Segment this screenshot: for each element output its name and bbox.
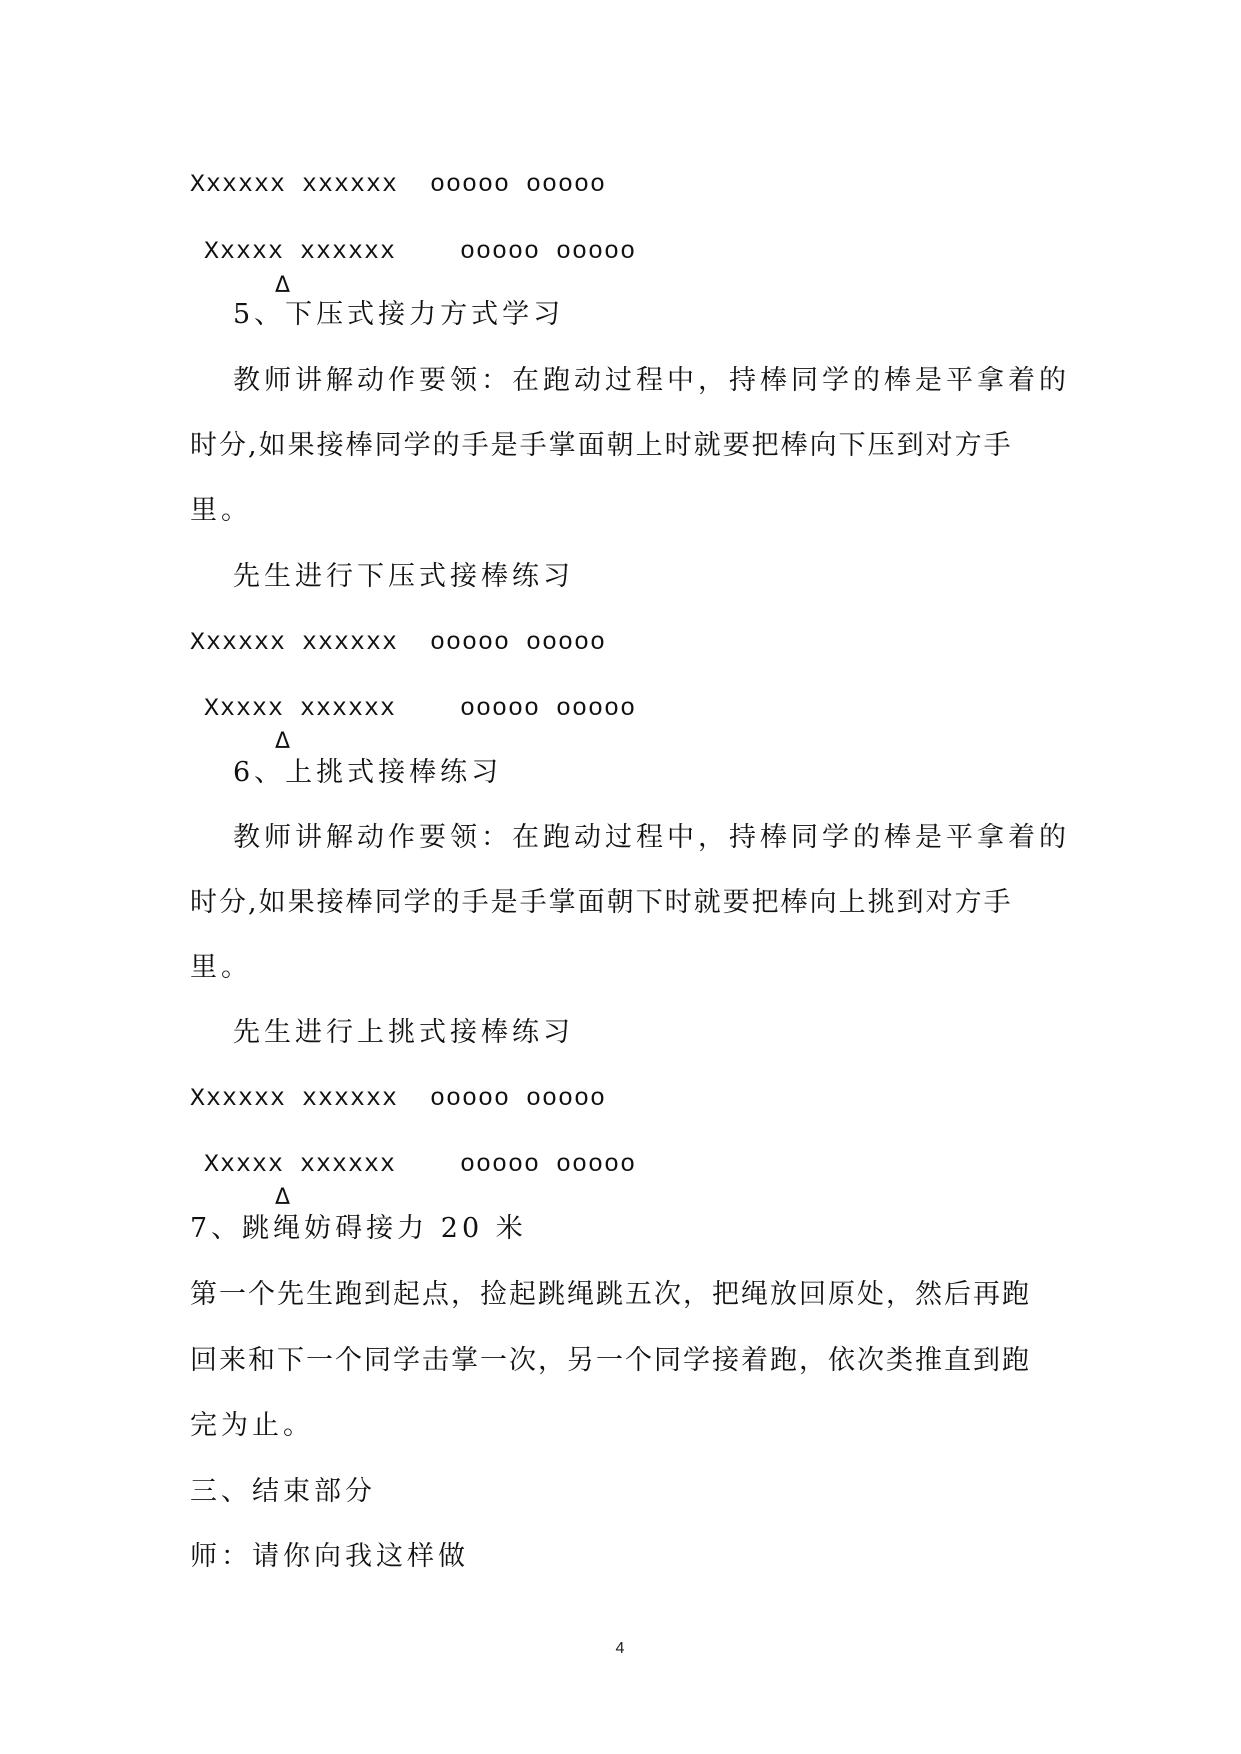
formation-row: Xxxxxx xxxxxx ooooo ooooo	[190, 628, 607, 657]
paragraph-line: 教师讲解动作要领：在跑动过程中，持棒同学的棒是平拿着的	[233, 822, 1070, 853]
paragraph-line: 里。	[190, 495, 252, 526]
formation-row: Xxxxxx xxxxxx ooooo ooooo	[190, 1084, 607, 1113]
formation-row: Xxxxx xxxxxx ooooo ooooo	[204, 1150, 637, 1179]
triangle-marker-icon: Δ	[275, 729, 291, 754]
paragraph-line: 里。	[190, 952, 252, 983]
section-heading-5: 5、下压式接力方式学习	[233, 299, 565, 330]
section-heading-3: 三、结束部分	[190, 1476, 376, 1507]
page-number: 4	[615, 1640, 625, 1657]
paragraph-line: 第一个先生跑到起点，捡起跳绳跳五次，把绳放回原处，然后再跑	[190, 1279, 1031, 1310]
paragraph-line: 教师讲解动作要领：在跑动过程中，持棒同学的棒是平拿着的	[233, 365, 1070, 396]
section-heading-7: 7、跳绳妨碍接力 20 米	[190, 1213, 527, 1244]
paragraph-line: 时分,如果接棒同学的手是手掌面朝下时就要把棒向上挑到对方手	[190, 887, 1013, 918]
paragraph-line: 时分,如果接棒同学的手是手掌面朝上时就要把棒向下压到对方手	[190, 430, 1013, 461]
formation-row: Xxxxxx xxxxxx ooooo ooooo	[190, 170, 607, 199]
triangle-marker-icon: Δ	[275, 1185, 291, 1210]
section-heading-6: 6、上挑式接棒练习	[233, 757, 503, 788]
exercise-line: 先生进行上挑式接棒练习	[233, 1017, 574, 1048]
formation-row: Xxxxx xxxxxx ooooo ooooo	[204, 237, 637, 266]
paragraph-line: 完为止。	[190, 1410, 314, 1441]
formation-row: Xxxxx xxxxxx ooooo ooooo	[204, 694, 637, 723]
teacher-line: 师：请你向我这样做	[190, 1541, 469, 1572]
paragraph-line: 回来和下一个同学击掌一次，另一个同学接着跑，依次类推直到跑	[190, 1345, 1031, 1376]
triangle-marker-icon: Δ	[275, 273, 291, 298]
exercise-line: 先生进行下压式接棒练习	[233, 561, 574, 592]
